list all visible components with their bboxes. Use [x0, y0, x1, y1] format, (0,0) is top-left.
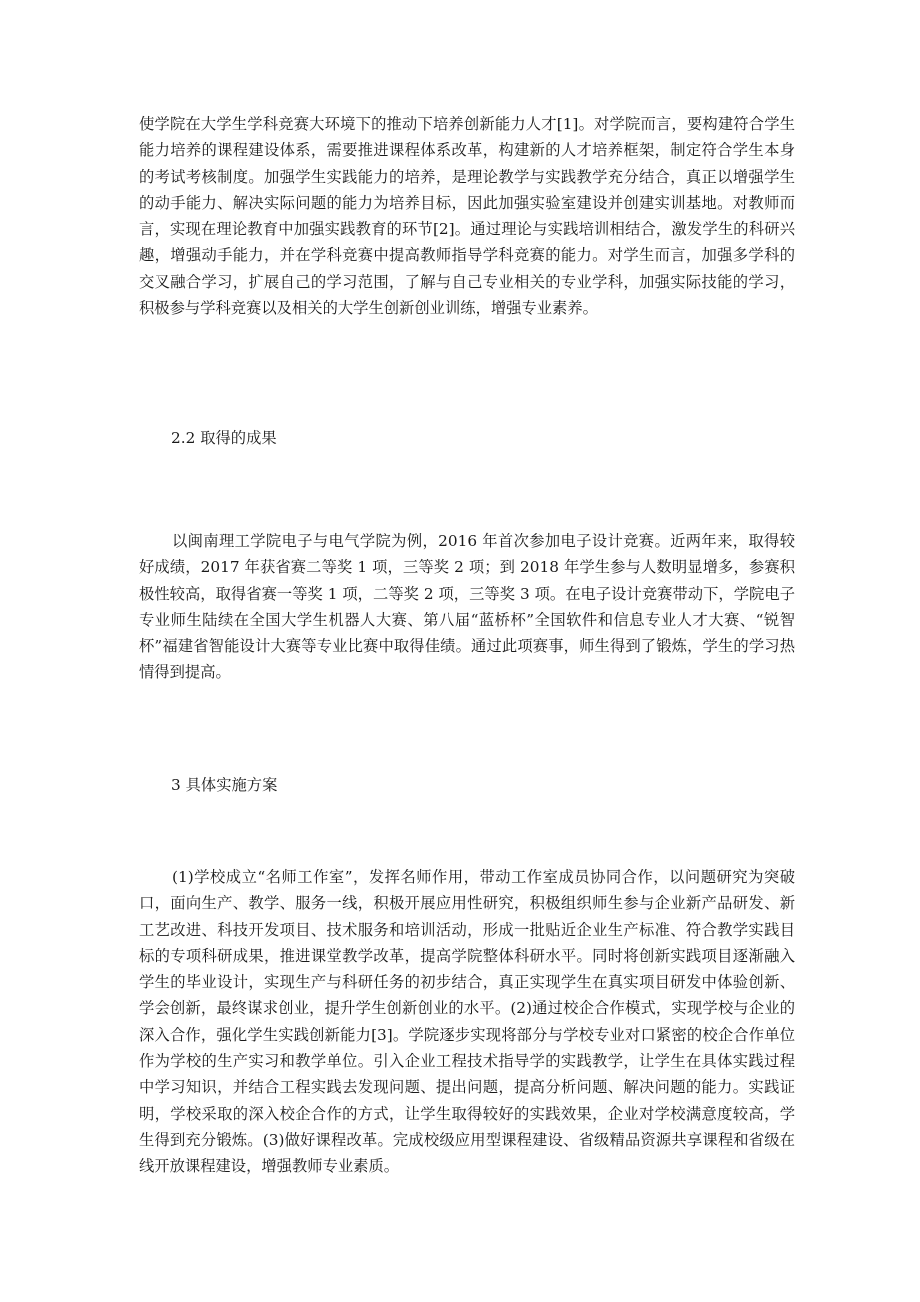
body-paragraph-3: (1)学校成立“名师工作室”，发挥名师作用，带动工作室成员协同合作，以问题研究为突破口，面向生产、教学、服务一线，积极开展应用性研究，积极组织师生参与企业新产品研发、新工艺改进、科技开发项目、技术服务和培训活动，形成一批贴近企业生产标准、符合教学实践目标的专项科研成果，推进课堂教学改革，提高学院整体科研水平。同时将创新实践项目逐渐融入学生的毕业设计，实现生产与科研任务的初步结合，真正实现学生在真实项目研发中体验创新、学会创新，最终谋求创业，提升学生创新创业的水平。(2)通过校企合作模式，实现学校与企业的深入合作，强化学生实践创新能力[3]。学院逐步实现将部分与学校专业对口紧密的校企合作单位作为学校的生产实习和教学单位。引入企业工程技术指导学的实践教学，让学生在具体实践过程中学习知识，并结合工程实践去发现问题、提出问题，提高分析问题、解决问题的能力。实践证明，学校采取的深入校企合作的方式，让学生取得较好的实践效果，企业对学校满意度较高，学生得到充分锻炼。(3)做好课程改革。完成校级应用型课程建设、省级精品资源共享课程和省级在线开放课程建设，增强教师专业素质。	[139, 868, 795, 1176]
section-heading-2-2: 2.2 取得的成果	[171, 429, 277, 447]
body-paragraph-2: 以闽南理工学院电子与电气学院为例，2016 年首次参加电子设计竞赛。近两年来，取得较好成绩，2017 年获省赛二等奖 1 项，三等奖 2 项；到 2018 年学生参与人数明显增多，参赛积极性较高，取得省赛一等奖 1 项，二等奖 2 项，三等奖 3 项。在电子设计竞赛带动下，学院电子专业师生陆续在全国大学生机器人大赛、第八届“蓝桥杯”全国软件和信息专业人才大赛、“锐智杯”福建省智能设计大赛等专业比赛中取得佳绩。通过此项赛事，师生得到了锻炼，学生的学习热情得到提高。	[139, 532, 795, 682]
body-paragraph-1: 使学院在大学生学科竞赛大环境下的推动下培养创新能力人才[1]。对学院而言，要构建符合学生能力培养的课程建设体系，需要推进课程体系改革，构建新的人才培养框架，制定符合学生本身的考试考核制度。加强学生实践能力的培养，是理论教学与实践教学充分结合，真正以增强学生的动手能力、解决实际问题的能力为培养目标，因此加强实验室建设并创建实训基地。对教师而言，实现在理论教育中加强实践教育的环节[2]。通过理论与实践培训相结合，激发学生的科研兴趣，增强动手能力，并在学科竞赛中提高教师指导学科竞赛的能力。对学生而言，加强多学科的交叉融合学习，扩展自己的学习范围，了解与自己专业相关的专业学科，加强实际技能的学习，积极参与学科竞赛以及相关的大学生创新创业训练，增强专业素养。	[139, 115, 795, 318]
section-heading-3: 3 具体实施方案	[171, 776, 278, 794]
